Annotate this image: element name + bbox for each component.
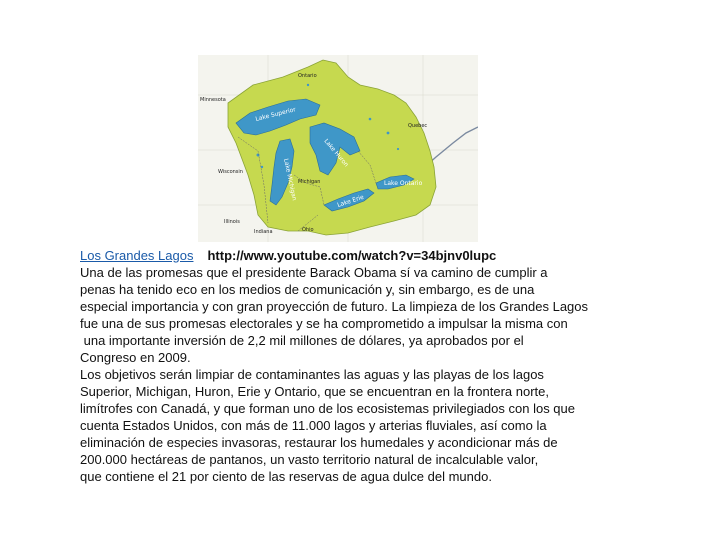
label-minnesota: Minnesota xyxy=(200,97,226,103)
label-quebec: Quebec xyxy=(408,123,428,129)
paragraph-line-13: que contiene el 21 por ciento de las reservas de agua dulce del mundo. xyxy=(80,469,492,484)
paragraph-line-9: limítrofes con Canadá, y que forman uno de los ecosistemas privilegiados con los que xyxy=(80,401,575,416)
paragraph-line-4: fue una de sus promesas electorales y se ha comprometido a impulsar la misma con xyxy=(80,316,568,331)
paragraph-line-6: Congreso en 2009. xyxy=(80,350,191,365)
paragraph-line-11: eliminación de especies invasoras, restaurar los humedales y acondicionar más de xyxy=(80,435,558,450)
paragraph-line-10: cuenta Estados Unidos, con más de 11.000 lagos y arterias fluviales, así como la xyxy=(80,418,547,433)
label-ohio: Ohio xyxy=(302,227,314,233)
paragraph-line-5: una importante inversión de 2,2 mil millones de dólares, ya aprobados por el xyxy=(80,333,524,348)
label-lake-erie: Lake Erie xyxy=(336,193,365,209)
great-lakes-map xyxy=(198,55,478,242)
label-lake-ontario: Lake Ontario xyxy=(384,180,423,187)
title-line xyxy=(80,247,640,264)
video-url: http://www.youtube.com/watch?v=34bjnv0lupc xyxy=(207,248,497,263)
label-wisconsin: Wisconsin xyxy=(218,169,243,175)
label-lake-michigan: Lake Michigan xyxy=(282,157,298,202)
paragraph-line-3: especial importancia y con gran proyección de futuro. La limpieza de los Grandes Lagos xyxy=(80,299,589,314)
article-text xyxy=(80,247,640,485)
great-lakes-map-graphic xyxy=(198,55,478,242)
label-lake-huron: Lake Huron xyxy=(322,137,350,169)
label-lake-superior: Lake Superior xyxy=(254,106,297,123)
paragraph-line-8: Superior, Michigan, Huron, Erie y Ontario, que se encuentran en la frontera norte, xyxy=(80,384,549,399)
paragraph-line-1: Una de las promesas que el presidente Barack Obama sí va camino de cumplir a xyxy=(80,265,548,280)
paragraph-line-7: Los objetivos serán limpiar de contaminantes las aguas y las playas de los lagos xyxy=(80,367,544,382)
label-ontario: Ontario xyxy=(298,73,317,79)
title-link[interactable]: Los Grandes Lagos xyxy=(80,248,194,263)
label-indiana: Indiana xyxy=(254,229,273,235)
paragraph-line-12: 200.000 hectáreas de pantanos, un vasto territorio natural de incalculable valor, xyxy=(80,452,539,467)
paragraph-line-2: penas ha tenido eco en los medios de comunicación y, sin embargo, es de una xyxy=(80,282,535,297)
label-michigan: Michigan xyxy=(298,179,321,185)
label-illinois: Illinois xyxy=(224,219,240,225)
